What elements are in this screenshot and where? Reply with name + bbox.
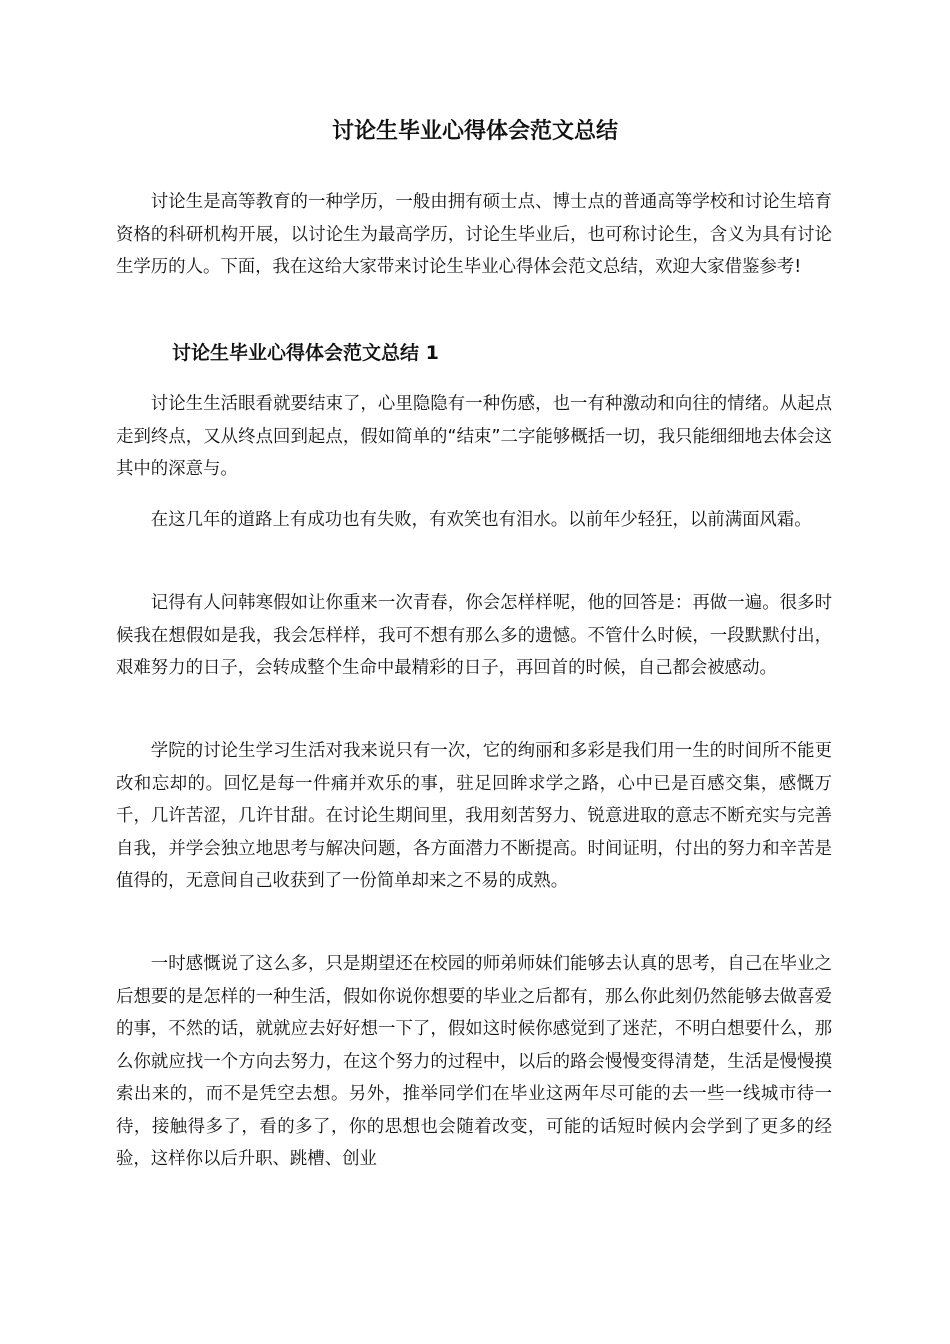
body-paragraph-5: 一时感慨说了这么多，只是期望还在校园的师弟师妹们能够去认真的思考，自己在毕业之后想要的是怎样的一种生活，假如你说你想要的毕业之后都有，那么你此刻仍然能够去做喜爱的事，不然的话，就就应去好好想一下了，假如这时候你感觉到了迷茫，不明白想要什么，那么你就应找一个方向去努力，在这个努力的过程中，以后的路会慢慢变得清楚，生活是慢慢摸索出来的，而不是凭空去想。另外，推举同学们在毕业这两年尽可能的去一些一线城市待一待，接触得多了，看的多了，你的思想也会随着改变，可能的话短时候内会学到了更多的经验，这样你以后升职、跳槽、创业	[116, 954, 832, 1169]
section-heading: 讨论生毕业心得体会范文总结 1	[172, 342, 439, 364]
body-paragraph-4: 学院的讨论生学习生活对我来说只有一次，它的绚丽和多彩是我们用一生的时间所不能更改和忘却的。回忆是每一件痛并欢乐的事，驻足回眸求学之路，心中已是百感交集，感慨万千，几许苦涩，几许甘甜。在讨论生期间里，我用刻苦努力、锐意进取的意志不断充实与完善自我，并学会独立地思考与解决问题，各方面潜力不断提高。时间证明，付出的努力和辛苦是值得的，无意间自己收获到了一份简单却来之不易的成熟。	[116, 741, 832, 891]
intro-paragraph: 讨论生是高等教育的一种学历，一般由拥有硕士点、博士点的普通高等学校和讨论生培育资格的科研机构开展，以讨论生为最高学历，讨论生毕业后，也可称讨论生，含义为具有讨论生学历的人。下面，我在这给大家带来讨论生毕业心得体会范文总结，欢迎大家借鉴参考!	[116, 192, 832, 277]
document-title: 讨论生毕业心得体会范文总结	[331, 119, 618, 144]
body-paragraph-1: 讨论生生活眼看就要结束了，心里隐隐有一种伤感，也一有种激动和向往的情绪。从起点走到终点，又从终点回到起点，假如简单的“结束”二字能够概括一切，我只能细细地去体会这其中的深意与。	[116, 394, 832, 479]
body-paragraph-3: 记得有人问韩寒假如让你重来一次青春，你会怎样样呢，他的回答是：再做一遍。很多时候我在想假如是我，我会怎样样，我可不想有那么多的遗憾。不管什么时候，一段默默付出，艰难努力的日子，会转成整个生命中最精彩的日子，再回首的时候，自己都会被感动。	[116, 593, 832, 678]
body-paragraph-2: 在这几年的道路上有成功也有失败，有欢笑也有泪水。以前年少轻狂，以前满面风霜。	[150, 510, 812, 530]
